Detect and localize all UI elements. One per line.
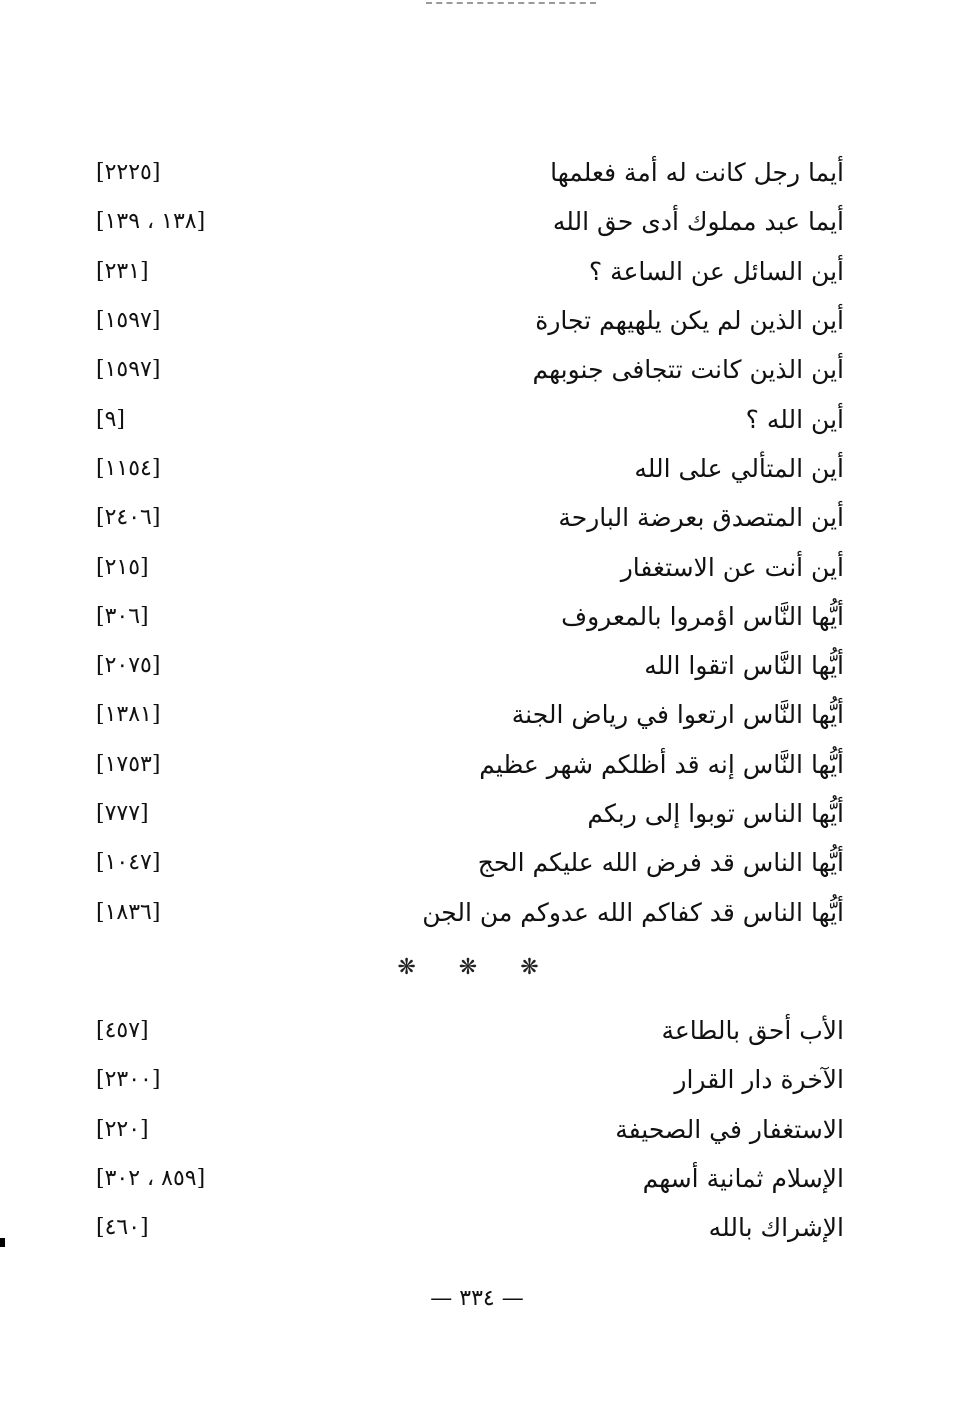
entry-ref: [١٠٤٧]: [96, 850, 161, 876]
entry-ref: [١١٥٤]: [96, 455, 161, 481]
entry-ref: [٧٧٧]: [96, 801, 149, 826]
entry-phrase: الإسلام ثمانية أسهم: [642, 1164, 844, 1194]
entry-ref: [٢٣٠٠]: [96, 1067, 161, 1093]
index-entry: [96, 641, 844, 690]
entry-phrase: أيُّها النَّاس إنه قد أظلكم شهر عظيم: [479, 749, 844, 779]
index-entry: [96, 444, 844, 493]
index-entry: [96, 542, 844, 591]
entry-ref: [٤٥٧]: [96, 1018, 149, 1044]
entry-phrase: أين المتألي على الله: [634, 453, 844, 483]
index-entry: [96, 690, 844, 739]
entry-phrase: الأب أحق بالطاعة: [661, 1016, 844, 1046]
scan-mark: [0, 1238, 5, 1247]
entry-phrase: أيما عبد مملوك أدى حق الله: [552, 207, 844, 237]
entry-phrase: أين السائل عن الساعة ؟: [588, 256, 844, 286]
index-entry: [96, 296, 844, 345]
entry-phrase: أيُّها النَّاس اؤمروا بالمعروف: [561, 601, 844, 631]
entry-phrase: الآخرة دار القرار: [674, 1065, 844, 1095]
entry-phrase: أين الله ؟: [745, 404, 844, 434]
entry-ref: [٨٥٩ ، ٣٠٢]: [96, 1166, 206, 1192]
entry-phrase: أين المتصدق بعرضة البارحة: [558, 503, 844, 533]
entry-ref: [١٣٨١]: [96, 702, 161, 728]
index-entry: [96, 1055, 844, 1104]
entry-ref: [٢٤٠٦]: [96, 505, 161, 531]
entry-ref: [١٧٥٣]: [96, 751, 161, 777]
entry-phrase: أين الذين لم يكن يلهيهم تجارة: [535, 306, 844, 336]
index-group-2: [96, 1006, 844, 1252]
entry-phrase: أيُّها الناس توبوا إلى ربكم: [587, 799, 844, 828]
index-entry: [96, 1154, 844, 1203]
index-entry: [96, 592, 844, 641]
entry-ref: [٢١٥]: [96, 554, 149, 580]
index-entry: [96, 887, 844, 936]
index-entry: [96, 394, 844, 443]
index-entry: [96, 789, 844, 838]
entry-phrase: أيما رجل كانت له أمة فعلمها: [550, 158, 844, 188]
entry-phrase: أين الذين كانت تتجافى جنوبهم: [532, 355, 844, 385]
entry-ref: [٢٣١]: [96, 258, 149, 284]
index-entry: [96, 197, 844, 246]
index-entry: [96, 247, 844, 296]
index-entry: [96, 838, 844, 887]
index-entry: [96, 740, 844, 789]
entry-ref: [٣٠٦]: [96, 603, 149, 629]
entry-phrase: أيُّها الناس قد كفاكم الله عدوكم من الجن: [422, 897, 844, 927]
top-rule: [426, 2, 596, 4]
entry-ref: [١٥٩٧]: [96, 308, 161, 334]
index-entry: [96, 1203, 844, 1252]
entry-phrase: أيُّها النَّاس اتقوا الله: [644, 651, 844, 681]
entry-ref: [٢٠٧٥]: [96, 653, 161, 679]
entry-phrase: الإشراك بالله: [708, 1213, 844, 1243]
entry-ref: [٢٢٢٥]: [96, 160, 161, 186]
section-separator: ❋ ❋ ❋: [397, 955, 557, 980]
index-entry: [96, 345, 844, 394]
entry-ref: [٩]: [96, 406, 126, 432]
entry-ref: [١٨٣٦]: [96, 899, 161, 925]
index-entry: [96, 148, 844, 197]
entry-ref: [١٣٨ ، ١٣٩]: [96, 209, 206, 235]
entry-ref: [٢٢٠]: [96, 1116, 149, 1142]
index-entry: [96, 493, 844, 542]
entry-phrase: أيُّها الناس قد فرض الله عليكم الحج: [477, 848, 844, 878]
entry-phrase: أيُّها النَّاس ارتعوا في رياض الجنة: [511, 700, 844, 730]
index-group-1: [96, 148, 844, 937]
entry-phrase: أين أنت عن الاستغفار: [620, 552, 844, 582]
page-number: — ٣٣٤ —: [430, 1286, 524, 1311]
entry-ref: [٤٦٠]: [96, 1215, 149, 1241]
index-entry: [96, 1006, 844, 1055]
index-entry: [96, 1105, 844, 1154]
entry-phrase: الاستغفار في الصحيفة: [615, 1114, 844, 1144]
entry-ref: [١٥٩٧]: [96, 357, 161, 383]
